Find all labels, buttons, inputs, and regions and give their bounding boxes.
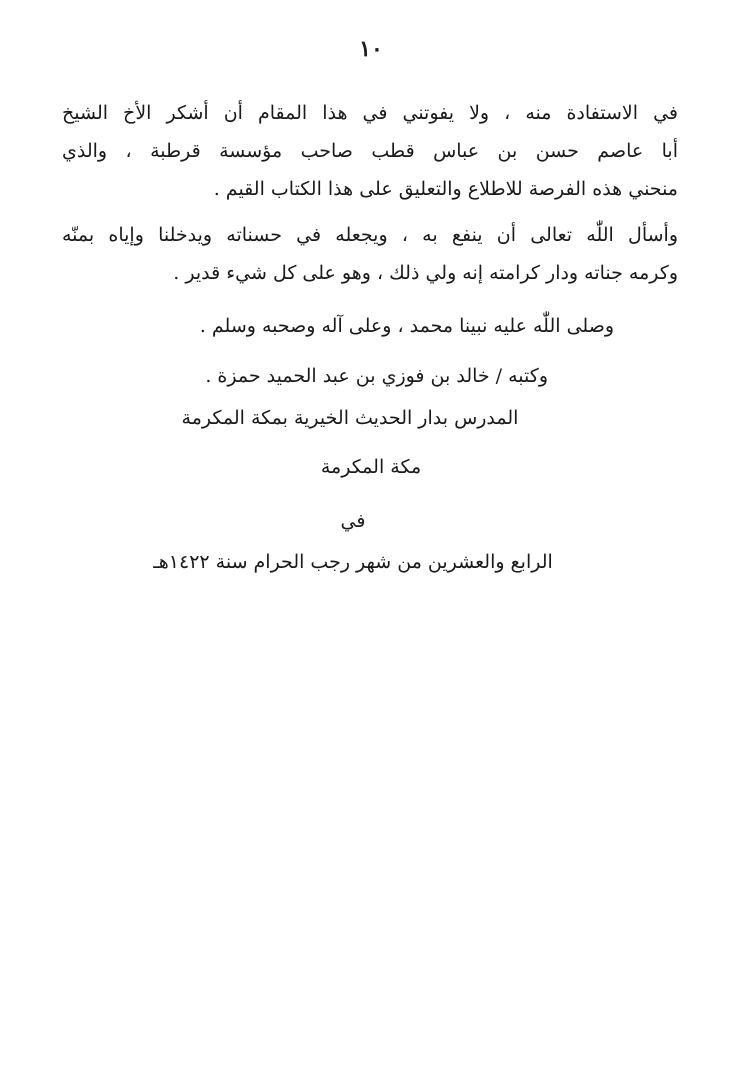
paragraph-acknowledgment xyxy=(62,94,678,208)
paragraph-line: أبا عاصم حسن بن عباس قطب صاحب مؤسسة قرطبة ، والذي xyxy=(62,140,678,162)
date-line: الرابع والعشرين من شهر رجب الحرام سنة ١٤٢٢هـ xyxy=(153,551,553,573)
paragraph-line: وكرمه جناته ودار كرامته إنه ولي ذلك ، وهو على كل شيء قدير . xyxy=(173,262,678,284)
paragraph-line: وأسأل اللّٰه تعالى أن ينفع به ، ويجعله في حسناته ويدخلنا وإياه بمنّه xyxy=(62,224,678,246)
prayer-line: وصلى اللّٰه عليه نبينا محمد ، وعلى آله وصحبه وسلم . xyxy=(199,315,614,337)
paragraph-line: في الاستفادة منه ، ولا يفوتني في هذا المقام أن أشكر الأخ الشيخ xyxy=(62,102,678,124)
paragraph-line: منحني هذه الفرصة للاطلاع والتعليق على هذا الكتاب القيم . xyxy=(213,178,678,200)
paragraph-supplication xyxy=(62,216,678,292)
author-signature: وكتبه / خالد بن فوزي بن عبد الحميد حمزة . xyxy=(205,365,548,387)
date-preposition: في xyxy=(340,510,366,532)
author-role: المدرس بدار الحديث الخيرية بمكة المكرمة xyxy=(181,407,519,429)
page-number: ١٠ xyxy=(359,36,383,62)
location-city: مكة المكرمة xyxy=(320,456,422,478)
